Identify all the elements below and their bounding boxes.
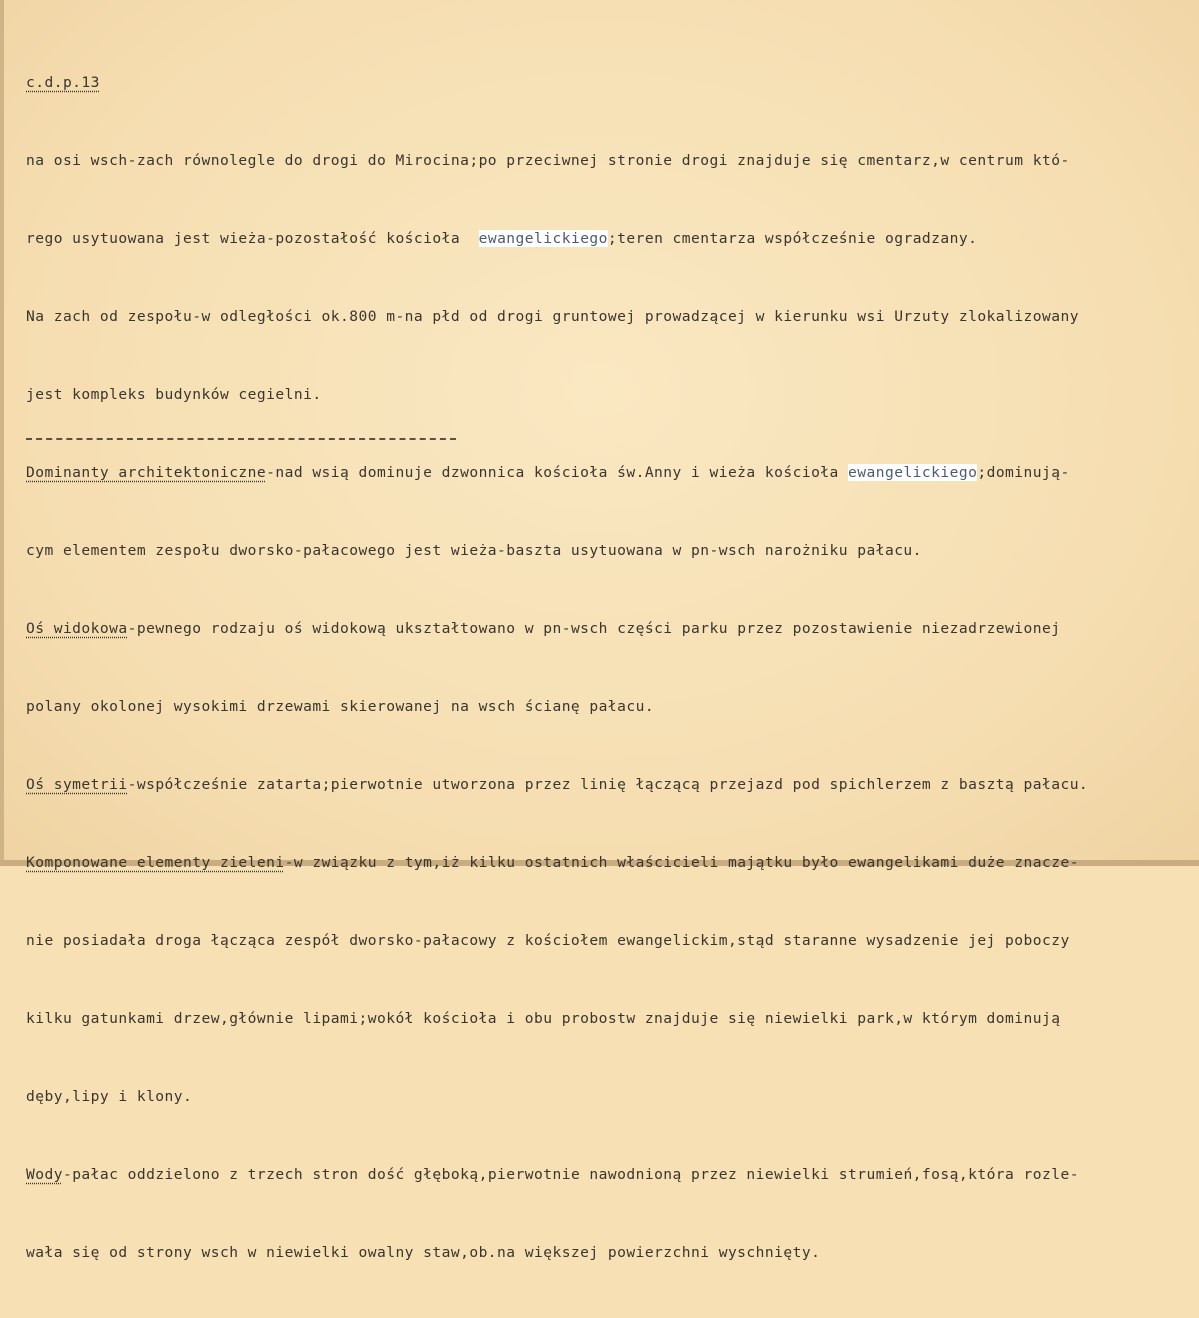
text-segment: ;teren cmentarza współcześnie ogradzany. — [607, 230, 978, 247]
text-line: Na zach od zespołu-w odległości ok.800 m-na płd od drogi gruntowej prowadzącej w kierunku wsi Urzuty zlokalizowany — [26, 308, 1079, 325]
text-line — [26, 772, 1196, 798]
end-divider — [26, 438, 456, 440]
text-segment: -pewnego rodzaju oś widokową ukształtowano w pn-wsch części parku przez pozostawienie niezadrzewionej — [127, 620, 1061, 637]
text-segment: ;dominują- — [977, 464, 1070, 481]
text-line — [26, 226, 1196, 252]
text-line — [26, 616, 1196, 642]
text-line — [26, 1162, 1196, 1188]
text-segment: -nad wsią dominuje dzwonnica kościoła św.Anny i wieża kościoła — [266, 464, 849, 481]
text-line: kilku gatunkami drzew,głównie lipami;wokół kościoła i obu probostw znajduje się niewielki park,w którym dominują — [26, 1010, 1061, 1027]
section-heading: Wody — [26, 1166, 63, 1183]
text-line: dęby,lipy i klony. — [26, 1088, 193, 1105]
typed-text — [26, 18, 1196, 1318]
text-segment: -współcześnie zatarta;pierwotnie utworzona przez linię łączącą przejazd pod spichlerzem z basztą pałacu. — [127, 776, 1089, 793]
text-segment: -pałac oddzielono z trzech stron dość głęboką,pierwotnie nawodnioną przez niewielki strumień,fosą,która rozle- — [62, 1166, 1079, 1183]
correction-highlight: ewangelickiego — [848, 464, 978, 481]
text-line — [26, 460, 1196, 486]
card-left-edge — [0, 0, 4, 866]
text-segment: -w związku z tym,iż kilku ostatnich właścicieli majątku było ewangelikami duże znacze- — [284, 854, 1079, 871]
text-line — [26, 70, 1196, 96]
section-heading: Dominanty architektoniczne — [26, 464, 267, 481]
text-line — [26, 850, 1196, 876]
section-heading: Komponowane elementy zieleni — [26, 854, 285, 871]
text-segment: rego usytuowana jest wieża-pozostałość kościoła — [26, 230, 470, 247]
text-line: polany okolonej wysokimi drzewami skierowanej na wsch ścianę pałacu. — [26, 698, 655, 715]
text-line: wała się od strony wsch w niewielki owalny staw,ob.na większej powierzchni wyschnięty. — [26, 1244, 821, 1261]
correction-highlight: ewangelickiego — [478, 230, 608, 247]
text-line: jest kompleks budynków cegielni. — [26, 386, 322, 403]
section-heading: Oś widokowa — [26, 620, 128, 637]
section-heading: Oś symetrii — [26, 776, 128, 793]
text-line: na osi wsch-zach równolegle do drogi do Mirocina;po przeciwnej stronie drogi znajduje się cmentarz,w centrum któ- — [26, 152, 1070, 169]
card-reference: c.d.p.13 — [26, 74, 100, 91]
text-line: nie posiadała droga łącząca zespół dworsko-pałacowy z kościołem ewangelickim,stąd staranne wysadzenie jej poboczy — [26, 932, 1070, 949]
text-line: cym elementem zespołu dworsko-pałacowego jest wieża-baszta usytuowana w pn-wsch narożniku pałacu. — [26, 542, 922, 559]
